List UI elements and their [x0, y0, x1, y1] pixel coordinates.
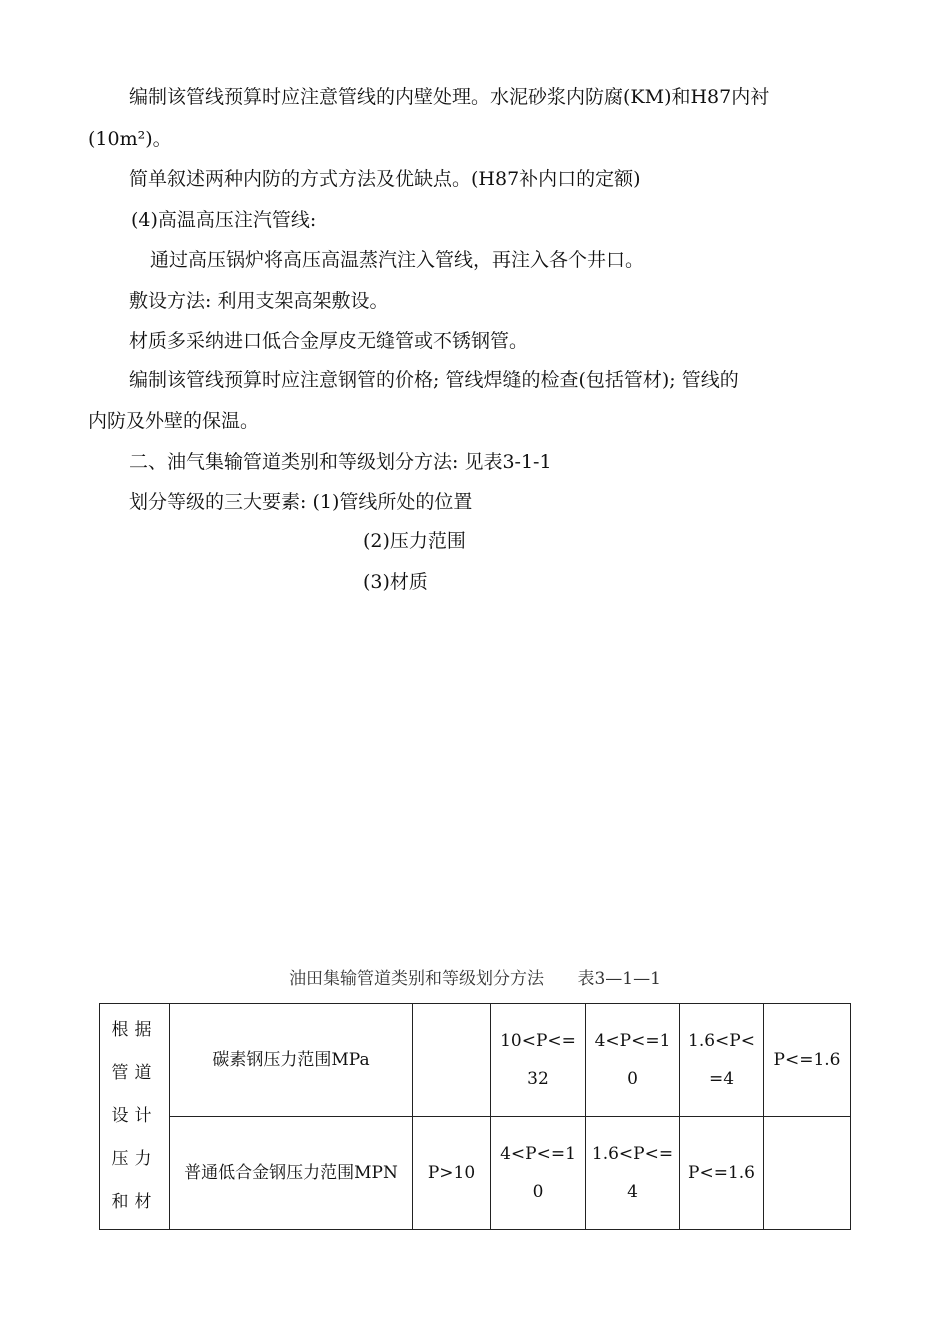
table-caption-ref: 表3—1—1 [577, 969, 661, 989]
paragraph-lining-line1: 编制该管线预算时应注意管线的内壁处理。水泥砂浆内防腐(KM)和H87内衬 [129, 86, 770, 108]
table-caption-title: 油田集输管道类别和等级划分方法 [289, 969, 545, 989]
table-side-header: 根据管道设计压力和材 [100, 1004, 170, 1230]
paragraph-lining-line2: (10m²)。 [88, 128, 172, 150]
table-cell: P<=1.6 [764, 1004, 851, 1117]
classification-table [99, 1003, 851, 1230]
section-heading-steam-pipeline: (4)高温高压注汽管线: [131, 209, 317, 231]
paragraph-budget-line1: 编制该管线预算时应注意钢管的价格; 管线焊缝的检查(包括管材); 管线的 [129, 369, 739, 391]
table-cell: 1.6<P<=4 [586, 1117, 680, 1230]
table-cell: 10<P<=32 [491, 1004, 586, 1117]
table-cell: 4<P<=10 [586, 1004, 680, 1117]
table-cell [413, 1004, 491, 1117]
table-row [100, 1117, 851, 1230]
paragraph-steam-injection: 通过高压锅炉将高压高温蒸汽注入管线，再注入各个井口。 [150, 249, 645, 271]
table-cell [764, 1117, 851, 1230]
paragraph-material: 材质多采纳进口低合金厚皮无缝管或不锈钢管。 [129, 330, 529, 352]
table-row [100, 1004, 851, 1117]
list-factor-material: (3)材质 [363, 571, 428, 593]
paragraph-budget-line2: 内防及外壁的保温。 [88, 410, 260, 432]
paragraph-laying-method: 敷设方法: 利用支架高架敷设。 [129, 290, 389, 312]
table-cell: 4<P<=10 [491, 1117, 586, 1230]
table-caption [0, 964, 950, 989]
table-cell: P<=1.6 [680, 1117, 764, 1230]
table-row-label: 普通低合金钢压力范围MPN [170, 1117, 413, 1230]
table-cell: P>10 [413, 1117, 491, 1230]
table-cell: 1.6<P<=4 [680, 1004, 764, 1117]
table-row-label: 碳素钢压力范围MPa [170, 1004, 413, 1117]
paragraph-describe: 简单叙述两种内防的方式方法及优缺点。(H87补内口的定额) [129, 168, 641, 190]
list-factors-intro: 划分等级的三大要素: (1)管线所处的位置 [129, 491, 473, 513]
section-heading-classification: 二、油气集输管道类别和等级划分方法: 见表3-1-1 [129, 451, 552, 473]
list-factor-pressure: (2)压力范围 [363, 530, 466, 552]
